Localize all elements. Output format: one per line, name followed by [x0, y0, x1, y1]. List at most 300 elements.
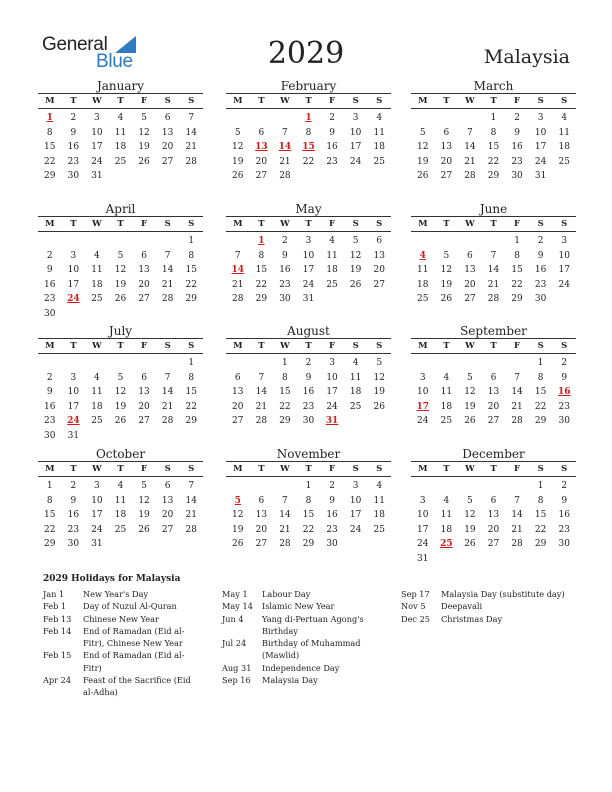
day-cell: 17 — [302, 265, 315, 275]
day-cell: 22 — [534, 401, 547, 412]
day-cell: 2 — [70, 113, 77, 123]
holiday-entry — [43, 625, 203, 650]
day-cell: 11 — [114, 127, 127, 138]
day-cell: 8 — [46, 495, 53, 506]
weekday-label: S — [188, 464, 195, 474]
day-cell: 6 — [141, 250, 147, 261]
empty-cell — [458, 479, 482, 494]
day-cell: 23 — [558, 524, 570, 535]
holiday-day-cell: 25 — [440, 539, 453, 549]
day-cell: 22 — [44, 524, 56, 535]
weekday-label: S — [188, 96, 195, 106]
day-cell: 30 — [558, 539, 570, 549]
weekday-label: S — [352, 464, 359, 474]
day-cell: 8 — [305, 495, 312, 506]
day-cell: 8 — [305, 127, 312, 138]
weekday-label: M — [418, 341, 428, 351]
day-cell: 24 — [302, 279, 315, 290]
day-cell: 10 — [349, 495, 362, 506]
weekday-label: M — [418, 219, 428, 229]
day-cell: 12 — [138, 127, 150, 138]
weekday-label: T — [305, 464, 312, 474]
day-cell: 1 — [490, 113, 497, 123]
day-cell: 10 — [326, 372, 338, 383]
day-cell: 18 — [114, 510, 127, 520]
day-cell: 28 — [232, 294, 244, 304]
day-cell: 31 — [302, 294, 315, 304]
day-cell: 26 — [232, 539, 244, 549]
weekday-label: F — [514, 219, 521, 229]
day-cell: 18 — [91, 401, 103, 412]
empty-cell — [62, 356, 86, 371]
day-cell: 23 — [511, 156, 523, 167]
day-cell: 20 — [138, 279, 150, 290]
day-cell: 16 — [302, 387, 315, 397]
day-cell: 26 — [138, 156, 150, 167]
day-cell: 20 — [440, 156, 453, 167]
month-name: June — [479, 202, 508, 216]
holiday-name: Day of Nuzul Al-Quran — [83, 601, 177, 612]
day-cell: 15 — [255, 265, 268, 275]
day-cell: 19 — [138, 510, 150, 520]
day-cell: 21 — [161, 401, 174, 412]
weekday-label: M — [233, 341, 243, 351]
holiday-date: May 1 — [222, 589, 248, 599]
day-cell: 13 — [440, 142, 453, 152]
day-cell: 13 — [487, 510, 500, 520]
holiday-day-cell: 1 — [258, 236, 265, 246]
holiday-date: Feb 13 — [43, 613, 72, 624]
empty-cell — [435, 479, 459, 494]
day-cell: 10 — [67, 265, 80, 275]
day-cell: 15 — [534, 387, 547, 397]
day-cell: 10 — [302, 250, 315, 261]
weekday-label: T — [443, 464, 450, 474]
holiday-day-cell: 16 — [557, 387, 571, 397]
day-cell: 14 — [464, 142, 476, 152]
weekday-label: S — [537, 219, 544, 229]
day-cell: 14 — [511, 387, 523, 397]
day-cell: 30 — [44, 430, 56, 441]
month-may — [226, 202, 391, 307]
weekday-header — [226, 216, 391, 232]
day-cell: 14 — [161, 387, 174, 397]
day-cell: 20 — [487, 401, 500, 412]
empty-cell — [505, 356, 529, 371]
day-cell: 10 — [558, 250, 570, 261]
empty-cell — [132, 234, 156, 249]
day-cell: 15 — [44, 142, 56, 152]
weekday-label: M — [45, 219, 55, 229]
day-cell: 15 — [511, 265, 523, 275]
day-cell: 12 — [464, 387, 476, 397]
day-cell: 11 — [373, 127, 385, 138]
day-cell: 6 — [490, 372, 497, 383]
day-cell: 21 — [279, 156, 291, 167]
day-cell: 18 — [114, 142, 127, 152]
holiday-entry — [43, 588, 203, 600]
weekday-label: W — [280, 96, 290, 106]
day-cell: 29 — [185, 294, 197, 304]
day-cell: 9 — [70, 127, 77, 138]
day-cell: 13 — [487, 387, 500, 397]
day-cell: 27 — [138, 294, 150, 304]
day-cell: 11 — [91, 265, 103, 275]
day-cell: 7 — [164, 250, 171, 261]
holiday-day-cell: 31 — [325, 416, 339, 426]
day-cell: 12 — [232, 142, 244, 152]
day-cell: 22 — [44, 156, 56, 167]
day-cell: 31 — [534, 171, 547, 181]
month-name: January — [96, 79, 145, 93]
day-cell: 5 — [376, 358, 383, 368]
day-cell: 26 — [349, 279, 362, 290]
day-cell: 11 — [349, 372, 362, 383]
weekday-label: S — [376, 464, 383, 474]
day-cell: 30 — [511, 171, 523, 181]
day-cell: 7 — [258, 372, 265, 383]
day-cell: 10 — [417, 510, 429, 520]
day-cell: 27 — [487, 539, 500, 549]
holiday-entry — [43, 613, 203, 625]
day-cell: 9 — [70, 495, 77, 506]
month-name: May — [295, 202, 322, 216]
day-cell: 13 — [232, 387, 244, 397]
day-cell: 21 — [279, 524, 291, 535]
holiday-day-cell: 14 — [231, 265, 245, 275]
holiday-date: Feb 1 — [43, 601, 67, 612]
day-cell: 17 — [91, 142, 103, 152]
weekday-label: W — [92, 219, 102, 229]
day-cell: 1 — [537, 481, 544, 491]
day-cell: 9 — [282, 250, 288, 261]
day-cell: 27 — [440, 171, 453, 181]
month-name: October — [95, 447, 146, 461]
holiday-day-cell: 5 — [234, 495, 241, 506]
weekday-label: T — [305, 219, 312, 229]
day-cell: 28 — [255, 416, 268, 426]
day-cell: 30 — [279, 294, 291, 304]
day-cell: 24 — [349, 156, 362, 167]
day-cell: 4 — [561, 113, 568, 123]
holiday-date: Dec 25 — [401, 613, 431, 624]
holiday-date: Feb 15 — [43, 650, 72, 661]
day-cell: 19 — [114, 401, 127, 412]
empty-cell — [132, 356, 156, 371]
weekday-label: S — [164, 341, 171, 351]
holiday-name: Yang di-Pertuan Agong's Birthday — [262, 613, 364, 636]
weekday-label: S — [376, 219, 383, 229]
empty-cell — [411, 234, 435, 249]
day-cell: 25 — [114, 156, 127, 167]
day-cell: 13 — [161, 127, 174, 138]
day-cell: 29 — [534, 539, 547, 549]
day-cell: 6 — [141, 372, 147, 383]
weekday-label: M — [45, 341, 55, 351]
weekday-label: M — [418, 96, 428, 106]
weekday-label: F — [329, 219, 336, 229]
weekday-label: S — [352, 219, 359, 229]
day-cell: 29 — [511, 294, 523, 304]
day-cell: 3 — [352, 113, 359, 123]
empty-cell — [505, 479, 529, 494]
day-cell: 28 — [279, 171, 291, 181]
day-grid — [411, 356, 576, 429]
day-cell: 3 — [70, 372, 77, 383]
holiday-name: New Year's Day — [83, 589, 149, 599]
day-cell: 4 — [94, 250, 100, 261]
weekday-label: W — [92, 341, 102, 351]
weekday-header — [226, 338, 391, 354]
day-cell: 23 — [44, 416, 56, 426]
holiday-name: Independence Day — [262, 662, 340, 673]
day-cell: 23 — [44, 294, 56, 304]
holiday-date: Jan 1 — [43, 589, 65, 599]
day-cell: 23 — [279, 279, 291, 290]
day-cell: 5 — [419, 127, 426, 138]
day-cell: 2 — [46, 372, 53, 383]
day-cell: 29 — [487, 171, 500, 181]
day-cell: 13 — [464, 265, 476, 275]
day-cell: 13 — [138, 265, 150, 275]
day-cell: 17 — [534, 142, 547, 152]
day-cell: 18 — [373, 142, 385, 152]
day-cell: 4 — [443, 372, 450, 383]
holiday-name: Deepavali — [441, 601, 483, 612]
weekday-label: T — [443, 219, 450, 229]
weekday-label: F — [514, 96, 521, 106]
day-cell: 24 — [417, 539, 429, 549]
day-cell: 30 — [558, 416, 570, 426]
weekday-label: T — [305, 96, 312, 106]
day-cell: 12 — [349, 250, 362, 261]
day-cell: 2 — [305, 358, 312, 368]
day-cell: 4 — [376, 113, 383, 123]
weekday-label: T — [258, 219, 265, 229]
day-cell: 2 — [561, 358, 568, 368]
month-name: March — [473, 79, 514, 93]
day-grid — [411, 111, 576, 184]
weekday-label: T — [490, 341, 497, 351]
day-cell: 7 — [282, 127, 288, 138]
day-cell: 27 — [161, 156, 174, 167]
day-cell: 16 — [558, 510, 570, 520]
day-cell: 28 — [511, 539, 523, 549]
day-cell: 6 — [164, 113, 171, 123]
empty-cell — [226, 111, 250, 126]
day-cell: 25 — [326, 279, 338, 290]
day-cell: 11 — [114, 495, 127, 506]
day-cell: 23 — [67, 156, 80, 167]
day-cell: 20 — [255, 524, 268, 535]
weekday-label: S — [164, 464, 171, 474]
weekday-label: M — [45, 96, 55, 106]
day-cell: 18 — [349, 387, 362, 397]
holiday-column-3 — [401, 588, 576, 625]
holiday-day-cell: 13 — [255, 142, 268, 152]
day-cell: 16 — [67, 142, 80, 152]
day-cell: 7 — [164, 372, 171, 383]
weekday-label: W — [465, 96, 475, 106]
day-cell: 30 — [67, 171, 80, 181]
day-cell: 24 — [326, 401, 338, 412]
day-cell: 28 — [185, 156, 197, 167]
holidays-title: 2029 Holidays for Malaysia — [43, 574, 181, 584]
weekday-label: T — [70, 341, 77, 351]
holiday-date: Apr 24 — [43, 675, 72, 686]
day-cell: 24 — [91, 524, 103, 535]
day-cell: 9 — [561, 495, 568, 506]
day-cell: 25 — [91, 416, 103, 426]
day-cell: 24 — [417, 416, 429, 426]
holiday-entry — [43, 649, 203, 674]
day-cell: 11 — [326, 250, 338, 261]
day-cell: 19 — [440, 279, 453, 290]
weekday-label: W — [465, 219, 475, 229]
weekday-header — [411, 216, 576, 232]
day-cell: 20 — [161, 142, 174, 152]
holiday-date: Aug 31 — [222, 662, 252, 673]
day-cell: 15 — [44, 510, 56, 520]
day-cell: 18 — [417, 279, 429, 290]
day-cell: 4 — [329, 236, 335, 246]
weekday-header — [38, 461, 203, 477]
holiday-name: Christmas Day — [441, 613, 503, 624]
day-cell: 22 — [279, 401, 291, 412]
month-august — [226, 324, 391, 429]
empty-cell — [482, 479, 506, 494]
empty-cell — [38, 234, 62, 249]
weekday-label: T — [490, 96, 497, 106]
day-cell: 10 — [67, 387, 80, 397]
day-cell: 28 — [279, 539, 291, 549]
day-cell: 17 — [326, 387, 338, 397]
day-grid — [411, 234, 576, 307]
day-cell: 28 — [185, 524, 197, 535]
weekday-label: S — [188, 219, 195, 229]
day-cell: 22 — [302, 524, 315, 535]
day-cell: 15 — [185, 265, 197, 275]
weekday-label: S — [376, 341, 383, 351]
day-cell: 14 — [487, 265, 500, 275]
empty-cell — [85, 356, 109, 371]
day-cell: 29 — [185, 416, 197, 426]
day-cell: 23 — [302, 401, 315, 412]
day-cell: 5 — [141, 481, 147, 491]
day-cell: 3 — [561, 236, 568, 246]
weekday-label: S — [537, 96, 544, 106]
day-cell: 20 — [255, 156, 268, 167]
year-title: 2029 — [267, 36, 345, 71]
day-cell: 19 — [349, 265, 362, 275]
weekday-label: S — [537, 341, 544, 351]
day-cell: 8 — [537, 495, 544, 506]
month-december — [411, 447, 576, 566]
day-cell: 6 — [376, 236, 383, 246]
empty-cell — [435, 356, 459, 371]
day-cell: 11 — [440, 387, 453, 397]
weekday-label: F — [141, 219, 148, 229]
month-july — [38, 324, 203, 443]
day-cell: 23 — [558, 401, 570, 412]
day-cell: 19 — [138, 142, 150, 152]
day-cell: 16 — [326, 142, 338, 152]
day-cell: 29 — [44, 539, 56, 549]
weekday-label: S — [561, 464, 568, 474]
empty-cell — [482, 356, 506, 371]
day-cell: 4 — [117, 481, 124, 491]
weekday-label: F — [514, 341, 521, 351]
day-cell: 28 — [161, 294, 174, 304]
day-cell: 31 — [91, 539, 103, 549]
day-cell: 13 — [161, 495, 174, 506]
weekday-label: T — [490, 464, 497, 474]
day-cell: 22 — [185, 401, 197, 412]
weekday-label: T — [70, 219, 77, 229]
holiday-day-cell: 4 — [419, 250, 426, 261]
day-cell: 25 — [114, 524, 127, 535]
day-cell: 26 — [440, 294, 453, 304]
holiday-date: May 14 — [222, 601, 253, 612]
day-cell: 12 — [417, 142, 429, 152]
holiday-day-cell: 1 — [305, 113, 312, 123]
day-cell: 7 — [188, 481, 195, 491]
day-cell: 8 — [258, 250, 265, 261]
day-cell: 6 — [467, 250, 473, 261]
weekday-label: F — [514, 464, 521, 474]
holiday-name: Chinese New Year — [83, 613, 159, 624]
day-cell: 13 — [373, 250, 385, 261]
day-cell: 29 — [279, 416, 291, 426]
day-cell: 17 — [91, 510, 103, 520]
day-cell: 2 — [561, 481, 568, 491]
day-cell: 1 — [46, 481, 53, 491]
day-cell: 30 — [67, 539, 80, 549]
weekday-label: S — [561, 219, 568, 229]
holiday-name: End of Ramadan (Eid al-Fitr) — [83, 650, 185, 673]
weekday-label: T — [117, 341, 124, 351]
day-cell: 12 — [440, 265, 453, 275]
day-cell: 25 — [373, 524, 385, 535]
day-cell: 14 — [185, 495, 197, 506]
day-cell: 15 — [487, 142, 500, 152]
day-cell: 21 — [185, 510, 197, 520]
day-cell: 4 — [117, 113, 124, 123]
day-cell: 28 — [161, 416, 174, 426]
weekday-label: T — [258, 341, 265, 351]
weekday-label: F — [329, 464, 336, 474]
empty-cell — [109, 234, 133, 249]
day-cell: 20 — [138, 401, 150, 412]
day-cell: 17 — [349, 510, 362, 520]
day-cell: 4 — [352, 358, 359, 368]
weekday-label: T — [490, 219, 497, 229]
day-cell: 1 — [188, 236, 195, 246]
weekday-header — [411, 338, 576, 354]
weekday-label: F — [141, 464, 148, 474]
day-grid — [226, 356, 391, 429]
day-cell: 16 — [44, 401, 56, 412]
day-cell: 28 — [511, 416, 523, 426]
holiday-entry — [401, 613, 576, 625]
day-cell: 3 — [94, 113, 100, 123]
holiday-day-cell: 15 — [302, 142, 315, 152]
empty-cell — [458, 234, 482, 249]
weekday-label: S — [561, 341, 568, 351]
day-cell: 9 — [561, 372, 568, 383]
weekday-label: T — [258, 96, 265, 106]
day-cell: 11 — [373, 495, 385, 506]
